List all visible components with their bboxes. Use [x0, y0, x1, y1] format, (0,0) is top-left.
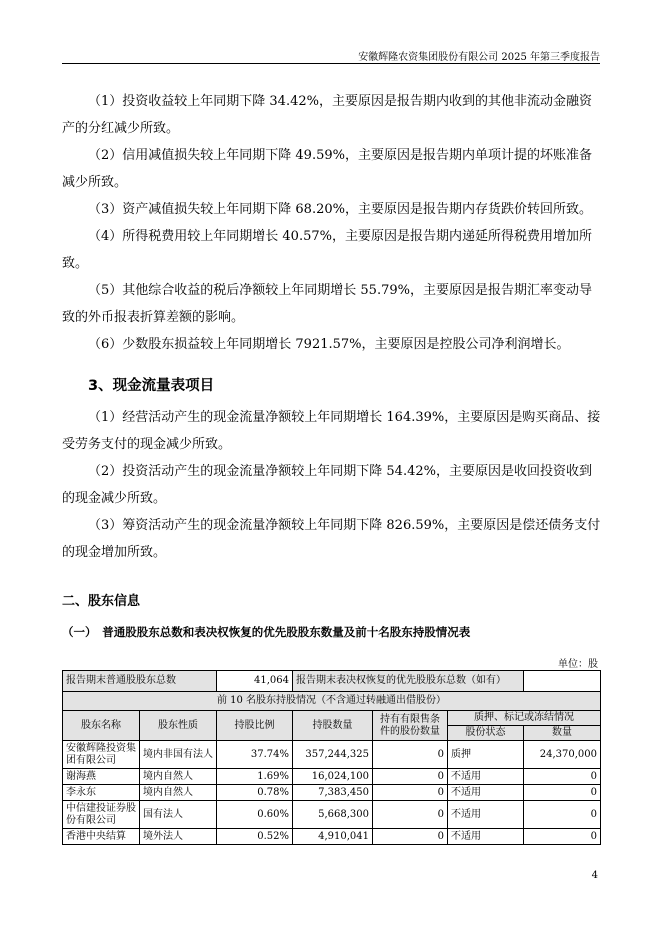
unit-label: 单位：股	[558, 659, 598, 670]
paragraph-credit-impairment: （2）信用减值损失较上年同期下降 49.59%，主要原因是报告期内单项计提的坏账准备减少所致。	[62, 148, 592, 190]
cell-nature: 境内自然人	[140, 785, 217, 801]
table-row	[63, 785, 601, 801]
preferred-shareholders-value	[524, 671, 601, 692]
page-number: 4	[591, 870, 598, 881]
paragraph-income-tax: （4）所得税费用较上年同期增长 40.57%，主要原因是报告期内递延所得税费用增加所致。	[62, 229, 592, 271]
cell-restricted: 0	[373, 785, 448, 801]
cell-name: 香港中央结算	[63, 829, 140, 845]
cell-nature: 国有法人	[140, 801, 217, 829]
paragraph-financing-cashflow: （3）筹资活动产生的现金流量净额较上年同期下降 826.59%，主要原因是偿还债务支付的现金增加所致。	[62, 518, 601, 560]
shareholder-table	[62, 670, 601, 845]
header-pledge-group: 质押、标记或冻结情况	[448, 711, 601, 726]
table-row	[63, 769, 601, 785]
cell-status: 不适用	[448, 801, 524, 829]
total-shareholders-label: 报告期末普通股股东总数	[63, 671, 217, 692]
header-ratio: 持股比例	[217, 711, 293, 741]
table-row	[63, 741, 601, 769]
cell-pledge-qty: 0	[524, 785, 601, 801]
cell-qty: 7,383,450	[293, 785, 373, 801]
summary-row	[63, 671, 601, 692]
header-restricted: 持有有限售条件的股份数量	[373, 711, 448, 741]
cell-pledge-qty: 0	[524, 829, 601, 845]
cell-pledge-qty: 24,370,000	[524, 741, 601, 769]
cell-nature: 境内自然人	[140, 769, 217, 785]
table-row	[63, 829, 601, 845]
page-header-title: 安徽辉隆农资集团股份有限公司 2025 年第三季度报告	[358, 52, 600, 63]
cell-status: 不适用	[448, 785, 524, 801]
header-nature: 股东性质	[140, 711, 217, 741]
subsection-shareholder-table-title: （一） 普通股股东总数和表决权恢复的优先股股东数量及前十名股东持股情况表	[62, 625, 471, 639]
preferred-shareholders-label: 报告期末表决权恢复的优先股股东总数（如有）	[293, 671, 524, 692]
cell-name: 谢海燕	[63, 769, 140, 785]
cell-restricted: 0	[373, 769, 448, 785]
top10-title: 前 10 名股东持股情况（不含通过转融通出借股份）	[63, 692, 601, 711]
section-shareholder-info: 二、股东信息	[62, 594, 141, 609]
paragraph-minority-interest: （6）少数股东损益较上年同期增长 7921.57%，主要原因是控股公司净利润增长。	[88, 337, 570, 352]
cell-ratio: 0.60%	[217, 801, 293, 829]
total-shareholders-value: 41,064	[217, 671, 293, 692]
header-status: 股份状态	[448, 726, 524, 741]
header-divider	[62, 63, 600, 64]
cell-nature: 境外法人	[140, 829, 217, 845]
cashflow-heading: 3、现金流量表项目	[88, 378, 215, 394]
cell-qty: 5,668,300	[293, 801, 373, 829]
header-name: 股东名称	[63, 711, 140, 741]
paragraph-investing-cashflow: （2）投资活动产生的现金流量净额较上年同期下降 54.42%，主要原因是收回投资收到的现金减少所致。	[62, 464, 592, 506]
top10-title-row	[63, 692, 601, 711]
paragraph-other-comprehensive: （5）其他综合收益的税后净额较上年同期增长 55.79%，主要原因是报告期汇率变动导致的外币报表折算差额的影响。	[62, 283, 592, 325]
cell-ratio: 1.69%	[217, 769, 293, 785]
header-row-1	[63, 711, 601, 726]
cell-status: 不适用	[448, 769, 524, 785]
cell-ratio: 0.78%	[217, 785, 293, 801]
cell-status: 质押	[448, 741, 524, 769]
cell-status: 不适用	[448, 829, 524, 845]
cell-ratio: 37.74%	[217, 741, 293, 769]
cell-pledge-qty: 0	[524, 769, 601, 785]
cell-name: 安徽辉隆投资集团有限公司	[63, 741, 140, 769]
table-row	[63, 801, 601, 829]
paragraph-investment-income: （1）投资收益较上年同期下降 34.42%，主要原因是报告期内收到的其他非流动金融资产的分红减少所致。	[62, 94, 592, 136]
cell-restricted: 0	[373, 829, 448, 845]
cell-qty: 16,024,100	[293, 769, 373, 785]
cell-qty: 4,910,041	[293, 829, 373, 845]
paragraph-asset-impairment: （3）资产减值损失较上年同期下降 68.20%，主要原因是报告期内存货跌价转回所致。	[88, 202, 592, 217]
cell-nature: 境内非国有法人	[140, 741, 217, 769]
cell-name: 李永东	[63, 785, 140, 801]
cell-pledge-qty: 0	[524, 801, 601, 829]
cell-restricted: 0	[373, 801, 448, 829]
cell-ratio: 0.52%	[217, 829, 293, 845]
header-pledge-qty: 数量	[524, 726, 601, 741]
cell-qty: 357,244,325	[293, 741, 373, 769]
paragraph-operating-cashflow: （1）经营活动产生的现金流量净额较上年同期增长 164.39%，主要原因是购买商品、接受劳务支付的现金减少所致。	[62, 410, 601, 452]
header-qty: 持股数量	[293, 711, 373, 741]
cell-name: 中信建投证券股份有限公司	[63, 801, 140, 829]
cell-restricted: 0	[373, 741, 448, 769]
